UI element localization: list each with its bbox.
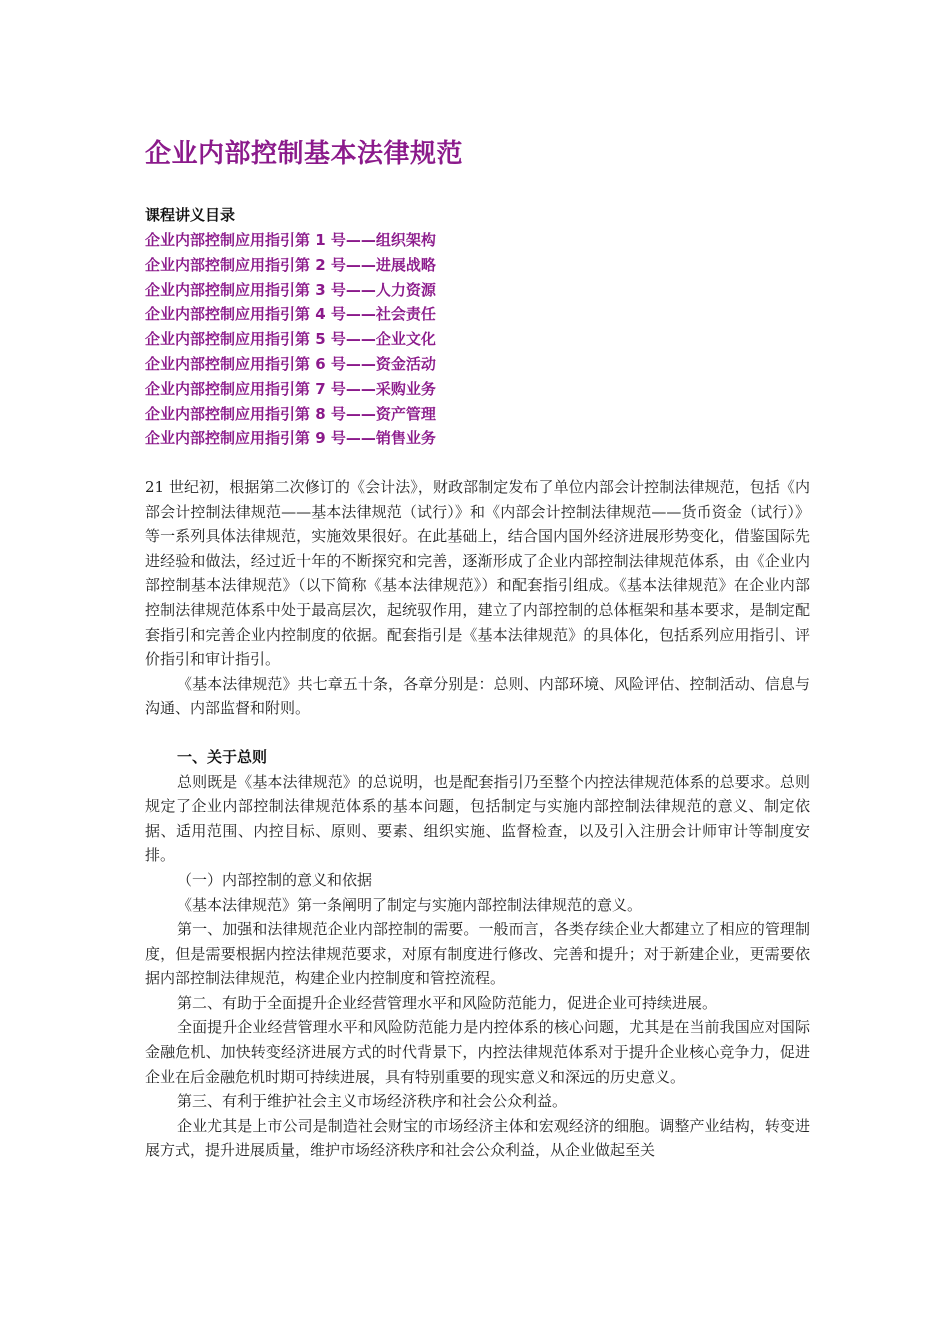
spacer (145, 721, 810, 745)
chapters-paragraph: 《基本法律规范》共七章五十条，各章分别是：总则、内部环境、风险评估、控制活动、信息与沟通、内部监督和附则。 (145, 674, 810, 718)
table-of-contents (145, 203, 810, 451)
toc-link-guideline-3[interactable]: 企业内部控制应用指引第 3 号——人力资源 (145, 280, 436, 299)
point-two-detail-paragraph: 全面提升企业经营管理水平和风险防范能力是内控体系的核心问题，尤其是在当前我国应对国际金融危机、加快转变经济进展方式的时代背景下，内控法律规范体系对于提升企业核心竞争力，促进企业在后金融危机时期可持续进展，具有特别重要的现实意义和深远的历史意义。 (145, 1018, 810, 1086)
toc-link-guideline-2[interactable]: 企业内部控制应用指引第 2 号——进展战略 (145, 255, 436, 274)
toc-link-guideline-6[interactable]: 企业内部控制应用指引第 6 号——资金活动 (145, 354, 436, 373)
toc-link-guideline-9[interactable]: 企业内部控制应用指引第 9 号——销售业务 (145, 429, 436, 448)
intro-paragraph: 21 世纪初，根据第二次修订的《会计法》，财政部制定发布了单位内部会计控制法律规范，包括《内部会计控制法律规范——基本法律规范（试行）》和《内部会计控制法律规范——货币资金（试行）》等一系列具体法律规范，实施效果很好。在此基础上，结合国内国外经济进展形势变化，借鉴国际先进经验和做法，经过近十年的不断探究和完善，逐渐形成了企业内部控制法律规范体系，由《企业内部控制基本法律规范》（以下简称《基本法律规范》）和配套指引组成。《基本法律规范》在企业内部控制法律规范体系中处于最高层次，起统驭作用，建立了内部控制的总体框架和基本要求，是制定配套指引和完善企业内控制度的依据。配套指引是《基本法律规范》的具体化，包括系列应用指引、评价指引和审计指引。 (145, 478, 810, 669)
subsection-paragraph: 《基本法律规范》第一条阐明了制定与实施内部控制法律规范的意义。 (177, 895, 643, 914)
document-title: 企业内部控制基本法律规范 (145, 139, 464, 169)
toc-link-guideline-1[interactable]: 企业内部控制应用指引第 1 号——组织架构 (145, 231, 436, 249)
section-heading-general: 一、关于总则 (177, 747, 268, 766)
toc-link-guideline-8[interactable]: 企业内部控制应用指引第 8 号——资产管理 (145, 404, 436, 423)
point-one-paragraph: 第一、加强和法律规范企业内部控制的需要。一般而言，各类存续企业大都建立了相应的管理制度，但是需要根据内控法律规范要求，对原有制度进行修改、完善和提升；对于新建企业，更需要依据内部控制法律规范，构建企业内控制度和管控流程。 (145, 920, 810, 988)
toc-link-guideline-4[interactable]: 企业内部控制应用指引第 4 号——社会责任 (145, 305, 436, 324)
subsection-heading: （一）内部控制的意义和依据 (177, 870, 373, 889)
toc-list (145, 228, 810, 451)
toc-heading: 课程讲义目录 (145, 206, 236, 224)
toc-link-guideline-7[interactable]: 企业内部控制应用指引第 7 号——采购业务 (145, 379, 436, 398)
toc-link-guideline-5[interactable]: 企业内部控制应用指引第 5 号——企业文化 (145, 330, 436, 349)
document-body (145, 475, 810, 1163)
point-two-paragraph: 第二、有助于全面提升企业经营管理水平和风险防范能力，促进企业可持续进展。 (177, 993, 718, 1012)
point-three-paragraph: 第三、有利于维护社会主义市场经济秩序和社会公众利益。 (177, 1092, 568, 1111)
general-paragraph: 总则既是《基本法律规范》的总说明，也是配套指引乃至整个内控法律规范体系的总要求。总则规定了企业内部控制法律规范体系的基本问题，包括制定与实施内部控制法律规范的意义、制定依据、适用范围、内控目标、原则、要素、组织实施、监督检查，以及引入注册会计师审计等制度安排。 (145, 772, 810, 865)
point-three-detail-paragraph: 企业尤其是上市公司是制造社会财宝的市场经济主体和宏观经济的细胞。调整产业结构，转变进展方式，提升进展质量，维护市场经济秩序和社会公众利益，从企业做起至关 (145, 1116, 810, 1160)
